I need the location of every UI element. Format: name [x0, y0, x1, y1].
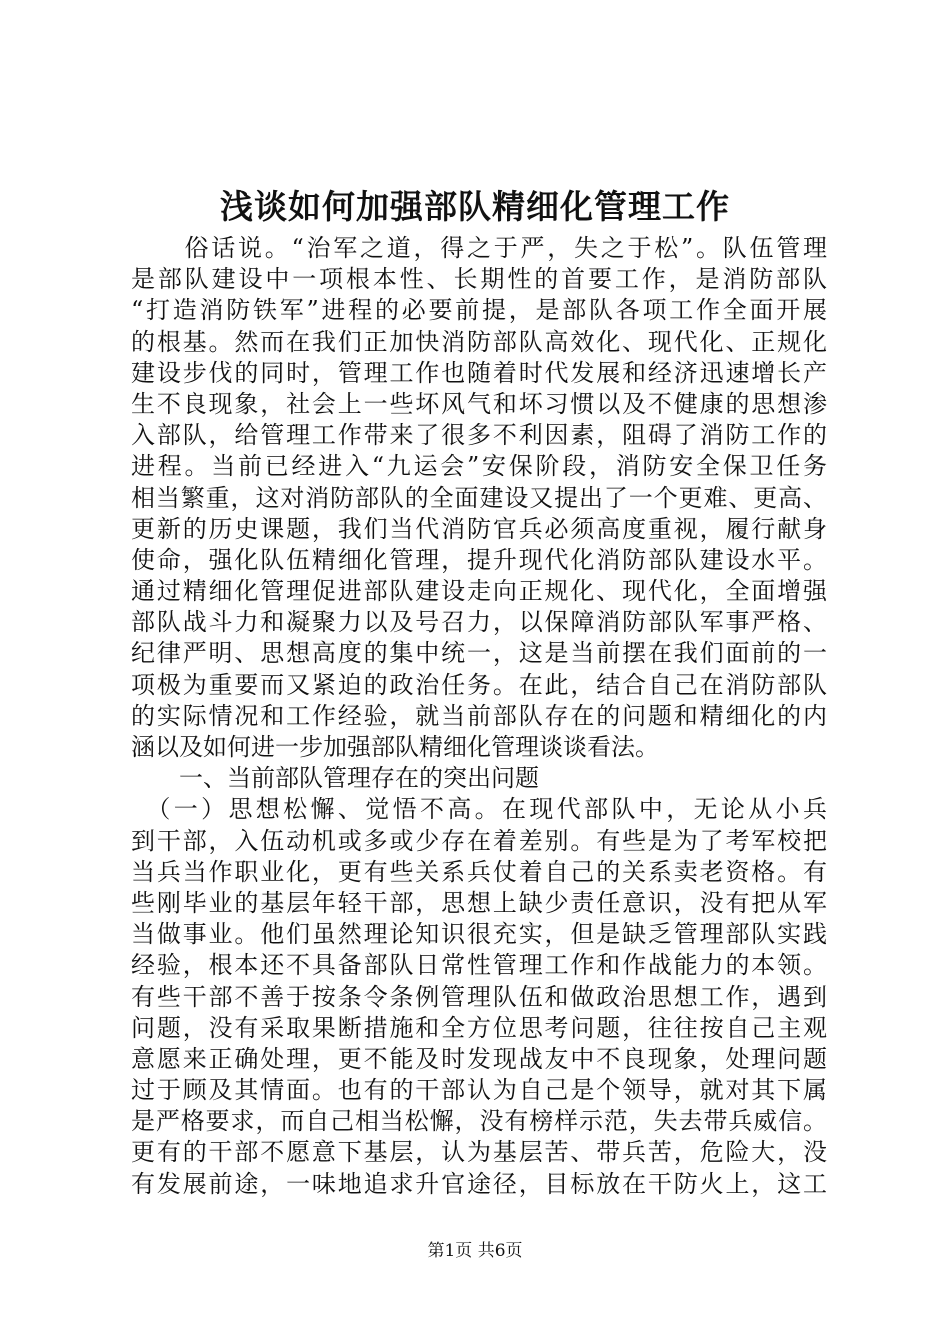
- body-line: 入部队，给管理工作带来了很多不利因素，阻碍了消防工作的: [131, 421, 827, 450]
- body-line: 是严格要求，而自己相当松懈，没有榜样示范，失去带兵威信。: [131, 1107, 827, 1136]
- body-line: 一、当前部队管理存在的突出问题: [131, 764, 539, 793]
- body-line: 问题，没有采取果断措施和全方位思考问题，往往按自己主观: [131, 1013, 827, 1042]
- body-line: 俗话说。“治军之道，得之于严，失之于松”。队伍管理: [131, 234, 827, 262]
- body-line: 些刚毕业的基层年轻干部，思想上缺少责任意识，没有把从军: [131, 888, 827, 917]
- body-line: 使命，强化队伍精细化管理，提升现代化消防部队建设水平。: [131, 545, 827, 574]
- body-line: 通过精细化管理促进部队建设走向正规化、现代化，全面增强: [131, 577, 827, 606]
- body-line: 部队战斗力和凝聚力以及号召力，以保障消防部队军事严格、: [131, 608, 827, 637]
- body-line: 进程。当前已经进入“九运会”安保阶段，消防安全保卫任务: [131, 452, 827, 481]
- body-line: 有发展前途，一味地追求升官途径，目标放在干防火上，这工: [131, 1169, 827, 1198]
- body-line: 生不良现象，社会上一些坏风气和坏习惯以及不健康的思想渗: [131, 389, 827, 418]
- body-line: 纪律严明、思想高度的集中统一，这是当前摆在我们面前的一: [131, 639, 827, 668]
- body-line: 有些干部不善于按条令条例管理队伍和做政治思想工作，遇到: [131, 982, 827, 1011]
- page-footer: 第1页 共6页: [427, 1241, 523, 1261]
- body-line: 到干部，入伍动机或多或少存在着差别。有些是为了考军校把: [131, 826, 827, 855]
- body-line: 经验，根本还不具备部队日常性管理工作和作战能力的本领。: [131, 951, 827, 980]
- body-line: （一）思想松懈、觉悟不高。在现代部队中，无论从小兵: [131, 795, 827, 824]
- body-line: 更新的历史课题，我们当代消防官兵必须高度重视，履行献身: [131, 514, 827, 543]
- body-line: 项极为重要而又紧迫的政治任务。在此，结合自己在消防部队: [131, 670, 827, 699]
- body-line: 更有的干部不愿意下基层，认为基层苦、带兵苦，危险大，没: [131, 1138, 827, 1167]
- document-body: [131, 233, 827, 1200]
- body-line: “打造消防铁军”进程的必要前提，是部队各项工作全面开展: [131, 296, 827, 325]
- document-title: 浅谈如何加强部队精细化管理工作: [220, 187, 730, 226]
- body-line: 相当繁重，这对消防部队的全面建设又提出了一个更难、更高、: [131, 483, 827, 512]
- body-line: 是部队建设中一项根本性、长期性的首要工作，是消防部队: [131, 265, 827, 294]
- body-line: 过于顾及其情面。也有的干部认为自己是个领导，就对其下属: [131, 1076, 827, 1105]
- body-line: 当兵当作职业化，更有些关系兵仗着自己的关系卖老资格。有: [131, 857, 827, 886]
- body-line: 建设步伐的同时，管理工作也随着时代发展和经济迅速增长产: [131, 358, 827, 387]
- body-line: 当做事业。他们虽然理论知识很充实，但是缺乏管理部队实践: [131, 920, 827, 949]
- body-line: 的实际情况和工作经验，就当前部队存在的问题和精细化的内: [131, 701, 827, 730]
- body-line: 涵以及如何进一步加强部队精细化管理谈谈看法。: [131, 733, 659, 761]
- body-line: 意愿来正确处理，更不能及时发现战友中不良现象，处理问题: [131, 1044, 827, 1073]
- body-line: 的根基。然而在我们正加快消防部队高效化、现代化、正规化: [131, 327, 827, 356]
